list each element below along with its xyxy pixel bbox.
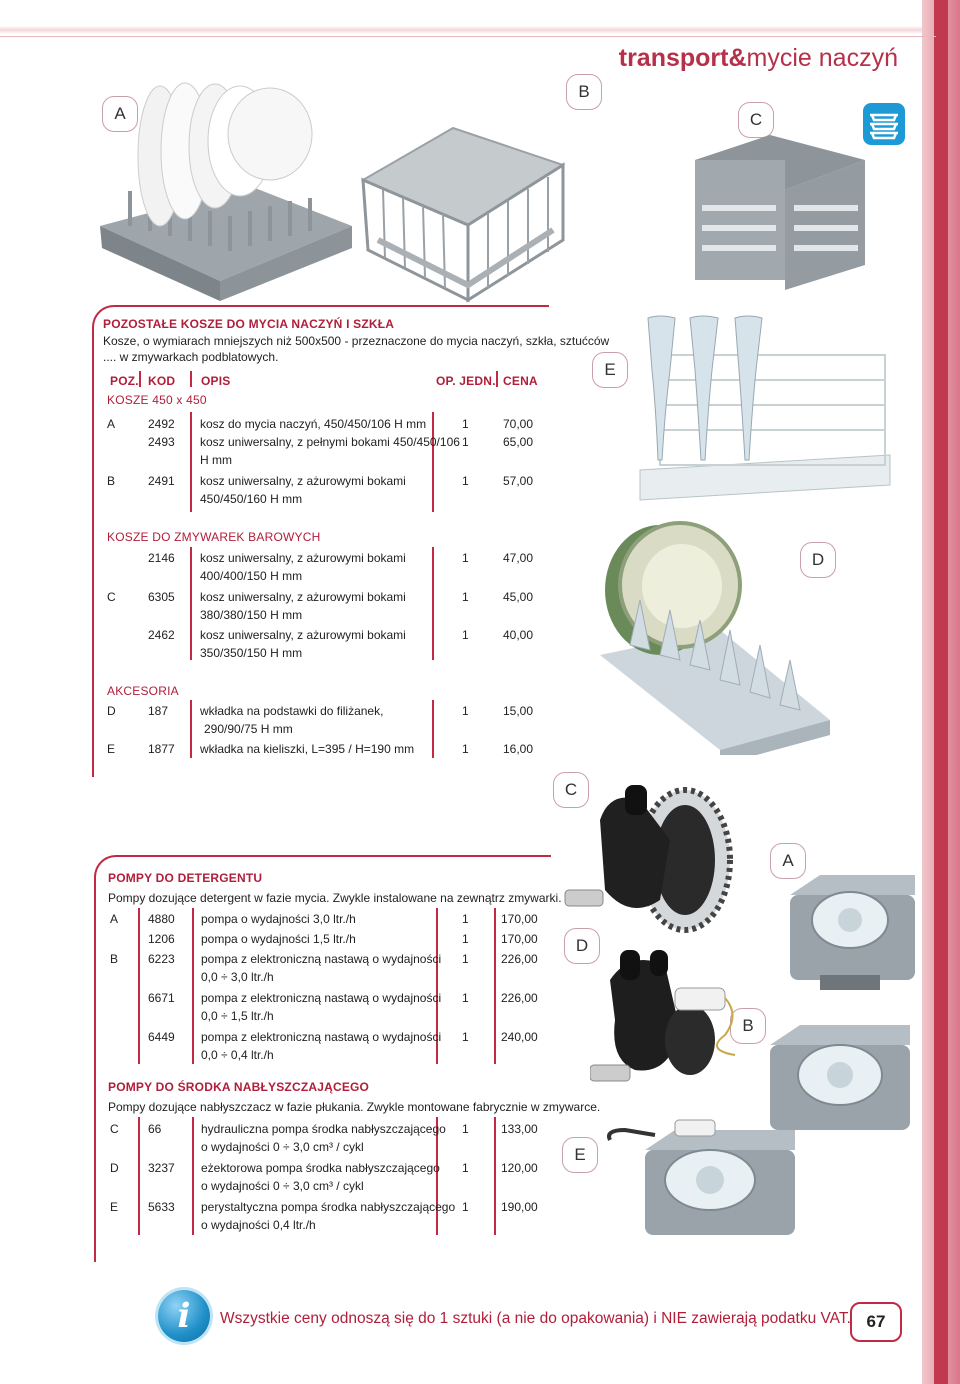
product-desc-line2: 290/90/75 H mm: [204, 722, 293, 736]
separator: [192, 1117, 194, 1235]
open-basket-image: [358, 100, 568, 305]
product-code: 6223: [148, 952, 175, 966]
product-unit: 1: [462, 1030, 469, 1044]
product-desc: wkładka na kieliszki, L=395 / H=190 mm: [200, 742, 415, 756]
product-price: 226,00: [501, 991, 538, 1005]
separator: [138, 1117, 140, 1235]
product-desc: kosz uniwersalny, z pełnymi bokami 450/450/106: [200, 435, 460, 449]
column-header-desc: OPIS: [201, 374, 231, 388]
product-desc: kosz uniwersalny, z ażurowymi bokami: [200, 551, 406, 565]
product-price: 240,00: [501, 1030, 538, 1044]
product-unit: 1: [462, 932, 469, 946]
tag-b-pump: B: [730, 1008, 766, 1044]
bar-basket-image: [690, 130, 870, 295]
baskets-section-title: POZOSTAŁE KOSZE DO MYCIA NACZYŃ I SZKŁA: [103, 317, 395, 331]
separator: [192, 908, 194, 1064]
plate-basket-image: [90, 76, 360, 306]
product-price: 47,00: [503, 551, 534, 565]
product-desc: pompa z elektroniczną nastawą o wydajności: [201, 952, 442, 966]
tag-d-pump: D: [564, 928, 600, 964]
column-header-code: KOD: [148, 374, 176, 388]
product-pos: C: [107, 590, 116, 604]
separator: [432, 700, 434, 758]
group-title-accessories: AKCESORIA: [107, 684, 179, 698]
product-desc-line2: o wydajności 0,4 ltr./h: [201, 1218, 316, 1232]
baskets-description-line1: Kosze, o wymiarach mniejszych niż 500x500 - przeznaczone do mycia naczyń, szkła, sztućców: [103, 334, 610, 348]
product-price: 120,00: [501, 1161, 538, 1175]
product-pos: A: [110, 912, 119, 926]
product-desc-line2: 350/350/150 H mm: [200, 646, 303, 660]
tag-a-pump: A: [770, 843, 806, 879]
product-desc-line2: H mm: [200, 453, 232, 467]
product-price: 40,00: [503, 628, 534, 642]
vat-notice: Wszystkie ceny odnoszą się do 1 sztuki (a nie do opakowania) i NIE zawierają podatku VAT.: [220, 1310, 851, 1327]
separator: [190, 412, 192, 512]
separator: [432, 412, 434, 512]
product-desc-line2: o wydajności 0 ÷ 3,0 cm³ / cykl: [201, 1140, 364, 1154]
product-price: 226,00: [501, 952, 538, 966]
product-desc-line2: 0,0 ÷ 1,5 ltr./h: [201, 1009, 274, 1023]
product-unit: 1: [462, 435, 469, 449]
separator: [190, 547, 192, 660]
product-code: 2492: [148, 417, 175, 431]
product-pos: B: [107, 474, 116, 488]
product-unit: 1: [462, 991, 469, 1005]
top-band: [0, 0, 960, 34]
column-header-pos: POZ.: [110, 374, 139, 388]
product-code: 6305: [148, 590, 175, 604]
product-pos: D: [107, 704, 116, 718]
product-pos: B: [110, 952, 119, 966]
product-pos: C: [110, 1122, 119, 1136]
product-unit: 1: [462, 417, 469, 431]
page-number: 67: [850, 1302, 902, 1342]
pumps-rinse-title: POMPY DO ŚRODKA NABŁYSZCZAJĄCEGO: [108, 1080, 370, 1094]
pumps-detergent-title: POMPY DO DETERGENTU: [108, 871, 263, 885]
product-desc: pompa z elektroniczną nastawą o wydajności: [201, 1030, 442, 1044]
product-desc-line2: o wydajności 0 ÷ 3,0 cm³ / cykl: [201, 1179, 364, 1193]
product-code: 2146: [148, 551, 175, 565]
product-unit: 1: [462, 628, 469, 642]
product-desc-line2: 380/380/150 H mm: [200, 608, 303, 622]
product-price: 70,00: [503, 417, 534, 431]
plate-insert-image: [590, 520, 850, 755]
product-code: 2493: [148, 435, 175, 449]
separator: [496, 371, 498, 387]
product-code: 66: [148, 1122, 162, 1136]
product-desc: pompa o wydajności 3,0 ltr./h: [201, 912, 356, 926]
tag-c-pump: C: [553, 772, 589, 808]
separator: [190, 371, 192, 387]
info-icon: i: [158, 1290, 210, 1342]
baskets-description-line2: .... w zmywarkach podblatowych.: [103, 350, 279, 364]
product-code: 3237: [148, 1161, 175, 1175]
tag-e-pump: E: [562, 1137, 598, 1173]
separator: [139, 371, 141, 387]
section-brand-title: transport&mycie naczyń: [618, 44, 898, 72]
group-title-450: KOSZE 450 x 450: [107, 393, 207, 407]
header-rule: [0, 36, 936, 37]
product-code: 5633: [148, 1200, 175, 1214]
product-code: 6671: [148, 991, 175, 1005]
product-desc-line2: 450/450/160 H mm: [200, 492, 303, 506]
product-unit: 1: [462, 704, 469, 718]
product-desc-line2: 400/400/150 H mm: [200, 569, 303, 583]
pump-a-image: [780, 870, 920, 1010]
tag-d-plate-insert: D: [800, 542, 836, 578]
product-unit: 1: [462, 590, 469, 604]
product-desc: perystaltyczna pompa środka nabłyszczającego: [201, 1200, 456, 1214]
separator: [190, 700, 192, 758]
product-desc: kosz uniwersalny, z ażurowymi bokami: [200, 628, 406, 642]
product-price: 57,00: [503, 474, 534, 488]
product-desc: pompa o wydajności 1,5 ltr./h: [201, 932, 356, 946]
product-code: 187: [148, 704, 169, 718]
product-price: 170,00: [501, 932, 538, 946]
product-price: 45,00: [503, 590, 534, 604]
product-unit: 1: [462, 1161, 469, 1175]
product-unit: 1: [462, 912, 469, 926]
product-desc-line2: 0,0 ÷ 3,0 ltr./h: [201, 970, 274, 984]
product-unit: 1: [462, 1200, 469, 1214]
separator: [494, 1117, 496, 1235]
tag-b-basket: B: [566, 74, 602, 110]
product-desc: hydrauliczna pompa środka nabłyszczającego: [201, 1122, 446, 1136]
product-desc: wkładka na podstawki do filiżanek,: [200, 704, 384, 718]
product-desc: kosz uniwersalny, z ażurowymi bokami: [200, 474, 406, 488]
product-pos: A: [107, 417, 116, 431]
product-unit: 1: [462, 1122, 469, 1136]
pumps-detergent-description: Pompy dozujące detergent w fazie mycia. Zwykle instalowane na zewnątrz zmywarki.: [108, 891, 562, 905]
connector-cable-image: [665, 980, 745, 1060]
product-desc: kosz do mycia naczyń, 450/450/106 H mm: [200, 417, 427, 431]
separator: [432, 547, 434, 660]
product-code: 4880: [148, 912, 175, 926]
column-header-price: CENA: [503, 374, 538, 388]
product-pos: E: [110, 1200, 119, 1214]
product-unit: 1: [462, 742, 469, 756]
product-unit: 1: [462, 474, 469, 488]
tag-a-basket: A: [102, 96, 138, 132]
product-code: 6449: [148, 1030, 175, 1044]
pumps-rinse-description: Pompy dozujące nabłyszczacz w fazie płukania. Zwykle montowane fabrycznie w zmywarce.: [108, 1100, 601, 1114]
tag-c-basket: C: [738, 102, 774, 138]
hydraulic-pump-image: [560, 780, 760, 945]
product-price: 16,00: [503, 742, 534, 756]
glass-insert-image: [630, 310, 900, 505]
pump-e-image: [605, 1100, 805, 1250]
product-code: 1877: [148, 742, 175, 756]
separator: [494, 908, 496, 1064]
product-pos: E: [107, 742, 116, 756]
product-desc: pompa z elektroniczną nastawą o wydajności: [201, 991, 442, 1005]
group-title-bar: KOSZE DO ZMYWAREK BAROWYCH: [107, 530, 321, 544]
product-code: 2491: [148, 474, 175, 488]
column-header-unit: OP. JEDN.: [436, 374, 496, 388]
product-pos: D: [110, 1161, 119, 1175]
product-code: 2462: [148, 628, 175, 642]
product-desc-line2: 0,0 ÷ 0,4 ltr./h: [201, 1048, 274, 1062]
product-price: 170,00: [501, 912, 538, 926]
product-desc: eżektorowa pompa środka nabłyszczającego: [201, 1161, 440, 1175]
right-edge-stripe: [934, 0, 948, 1384]
separator: [138, 908, 140, 1064]
product-code: 1206: [148, 932, 175, 946]
product-unit: 1: [462, 551, 469, 565]
product-unit: 1: [462, 952, 469, 966]
tag-e-glass-insert: E: [592, 352, 628, 388]
product-price: 133,00: [501, 1122, 538, 1136]
product-price: 65,00: [503, 435, 534, 449]
product-price: 190,00: [501, 1200, 538, 1214]
product-price: 15,00: [503, 704, 534, 718]
product-desc: kosz uniwersalny, z ażurowymi bokami: [200, 590, 406, 604]
